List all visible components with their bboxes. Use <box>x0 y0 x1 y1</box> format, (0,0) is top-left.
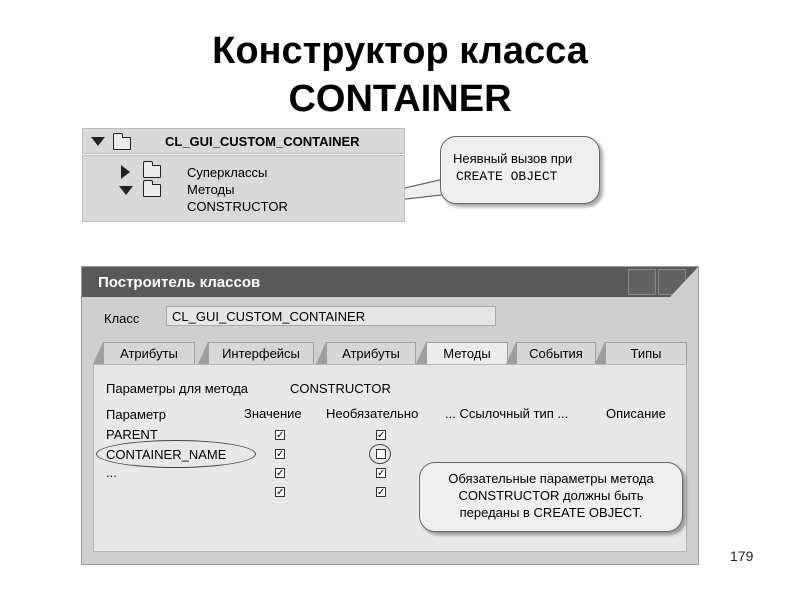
class-label: Класс <box>104 311 140 326</box>
col-header-value: Значение <box>244 406 302 421</box>
params-method: CONSTRUCTOR <box>290 381 391 396</box>
value-checkbox[interactable]: ✓ <box>276 430 285 441</box>
expand-down-icon[interactable] <box>91 137 105 146</box>
optional-checkbox[interactable]: ✓ <box>377 487 386 498</box>
tab-label: Методы <box>443 346 491 361</box>
callout-top-line2: CREATE OBJECT <box>456 169 558 184</box>
builder-titlebar <box>82 267 698 297</box>
highlight-circle <box>369 444 391 464</box>
page-number: 179 <box>730 548 754 564</box>
tree-item-constructor[interactable]: CONSTRUCTOR <box>187 199 288 214</box>
params-label: Параметры для метода <box>106 381 249 396</box>
callout-required-params <box>419 462 683 532</box>
class-name-value: CL_GUI_CUSTOM_CONTAINER <box>172 309 366 324</box>
col-header-optional: Необязательно <box>326 406 419 421</box>
tab-attributes[interactable] <box>103 342 195 364</box>
tree-item-methods[interactable]: Методы <box>187 182 235 197</box>
callout-top-line1: Неявный вызов при <box>453 151 573 166</box>
tab-label: Типы <box>630 346 662 361</box>
param-row-more: ... <box>106 465 117 480</box>
folder-open-icon <box>143 184 161 197</box>
slide-title-line1: Конструктор класса <box>212 30 588 72</box>
folder-icon <box>143 165 161 178</box>
tree-item-superclasses[interactable]: Суперклассы <box>187 165 268 180</box>
col-header-parameter: Параметр <box>106 407 166 422</box>
callout-implicit-call <box>440 136 600 204</box>
tab-methods[interactable] <box>426 342 508 366</box>
expand-right-icon[interactable] <box>121 165 130 179</box>
tree-root-label: CL_GUI_CUSTOM_CONTAINER <box>165 134 360 149</box>
expand-down-icon[interactable] <box>119 186 133 195</box>
param-row-parent: PARENT <box>106 427 158 442</box>
tab-label: Атрибуты <box>120 346 178 361</box>
value-checkbox[interactable]: ✓ <box>276 449 285 460</box>
col-header-ref-type: ... Ссылочный тип ... <box>445 406 569 421</box>
highlight-oval <box>96 440 256 468</box>
tree-children <box>82 155 405 222</box>
col-header-description: Описание <box>606 406 666 421</box>
titlebar-box-icon[interactable] <box>628 269 656 295</box>
slide-title-line2: CONTAINER <box>288 78 512 120</box>
corner-fold-icon <box>670 267 698 297</box>
optional-checkbox[interactable]: ✓ <box>377 430 386 441</box>
value-checkbox[interactable]: ✓ <box>276 487 285 498</box>
builder-title: Построитель классов <box>98 274 261 291</box>
param-row-container-name: CONTAINER_NAME <box>106 447 227 462</box>
tab-attributes-2[interactable] <box>326 342 416 364</box>
tab-events[interactable] <box>516 342 596 364</box>
callout-bottom-line1: Обязательные параметры метода <box>448 471 654 486</box>
tab-interfaces[interactable] <box>208 342 314 364</box>
optional-checkbox[interactable]: ✓ <box>377 468 386 479</box>
tab-label: Атрибуты <box>342 346 400 361</box>
tab-types[interactable] <box>605 342 687 364</box>
callout-bottom-line3: переданы в CREATE OBJECT. <box>459 505 643 520</box>
tab-label: События <box>529 346 583 361</box>
callout-bottom-line2: CONSTRUCTOR должны быть <box>458 488 644 503</box>
class-name-field[interactable] <box>166 306 496 326</box>
tab-label: Интерфейсы <box>222 346 300 361</box>
value-checkbox[interactable]: ✓ <box>276 468 285 479</box>
folder-open-icon <box>113 137 131 150</box>
tree-root-row[interactable] <box>82 128 405 154</box>
